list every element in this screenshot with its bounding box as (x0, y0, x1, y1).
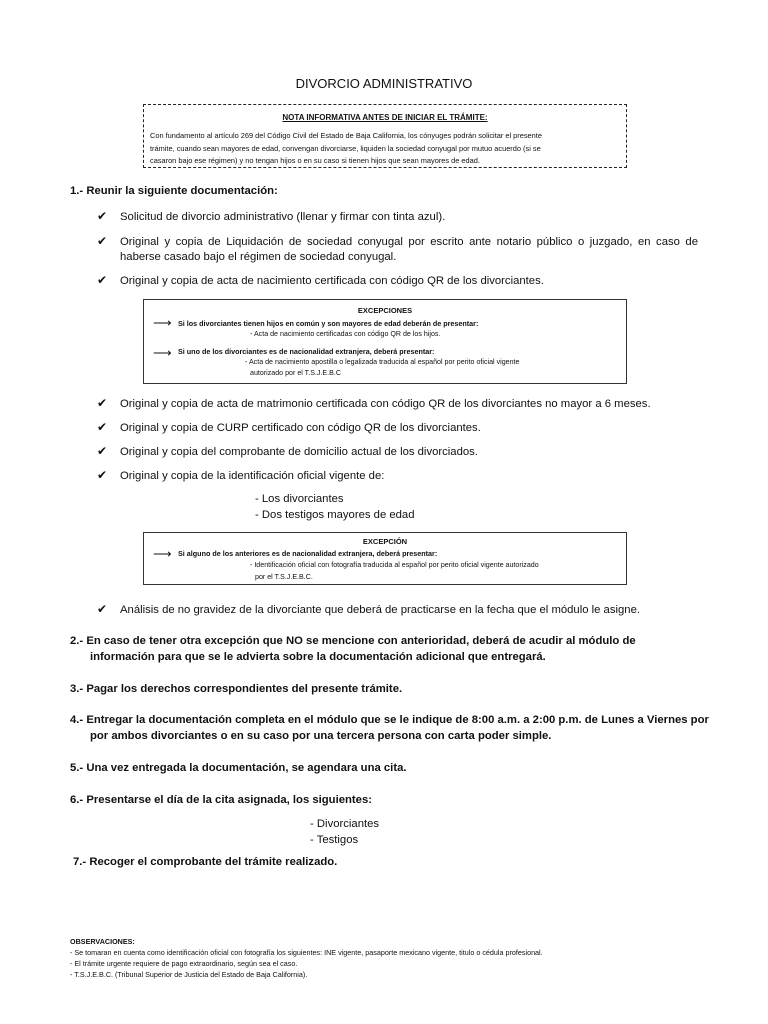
observation-line: - Se tomaran en cuenta como identificación oficial con fotografía los siguientes: INE vigente, pasaporte mexicano vigente, titulo o cédula profesional. (70, 948, 543, 957)
arrow-right-icon: ⟶ (153, 315, 172, 330)
page-title: DIVORCIO ADMINISTRATIVO (295, 76, 473, 91)
doc-item: Solicitud de divorcio administrativo (llenar y firmar con tinta azul). (120, 211, 446, 223)
step7: 7.- Recoger el comprobante del trámite realizado. (73, 856, 338, 868)
arrow-right-icon: ⟶ (153, 345, 172, 360)
step3: 3.- Pagar los derechos correspondientes del presente trámite. (70, 683, 403, 695)
checkmark-icon: ✔ (97, 468, 108, 482)
exception-line: Si uno de los divorciantes es de nacionalidad extranjera, deberá presentar: (178, 347, 435, 356)
note-line: trámite, cuando sean mayores de edad, convengan divorciarse, liquiden la sociedad conyugal por mutuo acuerdo (si se (150, 143, 541, 153)
note-text (150, 130, 620, 168)
doc-item: Análisis de no gravidez de la divorciante que deberá de practicarse en la fecha que el módulo le asigne. (120, 604, 640, 616)
doc-item: Original y copia del comprobante de domicilio actual de los divorciados. (120, 446, 478, 458)
note-heading: NOTA INFORMATIVA ANTES DE INICIAR EL TRÁMITE: (282, 113, 488, 122)
id-subitem: - Dos testigos mayores de edad (255, 509, 415, 521)
checkmark-icon: ✔ (97, 396, 108, 410)
doc-item: Original y copia de Liquidación de sociedad conyugal por escrito ante notario público o juzgado, en caso de haberse casado bajo el régimen de sociedad conyugal. (120, 236, 698, 263)
doc-item: Original y copia de la identificación oficial vigente de: (120, 470, 385, 482)
step2-line: 2.- En caso de tener otra excepción que NO se mencione con anterioridad, deberá de acudir al módulo de (70, 635, 636, 647)
observation-line: - El trámite urgente requiere de pago extraordinario, según sea el caso. (70, 959, 298, 968)
step1-heading: 1.- Reunir la siguiente documentación: (70, 185, 278, 197)
checkmark-icon: ✔ (97, 234, 108, 248)
arrow-right-icon: ⟶ (153, 546, 172, 561)
checkmark-icon: ✔ (97, 273, 108, 287)
doc-item: Original y copia de acta de nacimiento certificada con código QR de los divorciantes. (120, 275, 544, 287)
exception-sub: - Acta de nacimiento apostilla o legalizada traducida al español por perito oficial vigente (245, 358, 520, 366)
step4-line: por ambos divorciantes o en su caso por una tercera persona con carta poder simple. (90, 730, 552, 742)
step6-item: - Divorciantes (310, 818, 380, 830)
exception-sub: por el T.S.J.E.B.C. (255, 573, 313, 581)
step6-item: - Testigos (310, 834, 359, 846)
id-subitem: - Los divorciantes (255, 493, 344, 505)
checkmark-icon: ✔ (97, 444, 108, 458)
exception-sub: - Identificación oficial con fotografía traducida al español por perito oficial vigente autorizado (250, 561, 539, 569)
doc-item: Original y copia de acta de matrimonio certificada con código QR de los divorciantes no mayor a 6 meses. (120, 398, 651, 410)
observations (70, 936, 710, 980)
doc-item: Original y copia de CURP certificado con código QR de los divorciantes. (120, 422, 481, 434)
checkmark-icon: ✔ (97, 602, 108, 616)
note-line: Con fundamento al artículo 269 del Código Civil del Estado de Baja California, los cónyuges podrán solicitar el presente (150, 131, 542, 140)
checkmark-icon: ✔ (97, 420, 108, 434)
note-line: casaron bajo ese régimen) y no tengan hijos o en su caso si tienen hijos que sean mayores de edad. (150, 156, 480, 165)
exception-heading: EXCEPCIÓN (362, 537, 408, 546)
exception-sub: autorizado por el T.S.J.E.B.C (250, 369, 341, 377)
exceptions-heading: EXCEPCIONES (357, 306, 413, 315)
step6-heading: 6.- Presentarse el día de la cita asignada, los siguientes: (70, 794, 372, 806)
observation-line: - T.S.J.E.B.C. (Tribunal Superior de Justicia del Estado de Baja California). (70, 970, 308, 979)
step4-line: 4.- Entregar la documentación completa en el módulo que se le indique de 8:00 a.m. a 2:00 p.m. de Lunes a Viernes por (70, 714, 709, 726)
exception-line: Si los divorciantes tienen hijos en común y son mayores de edad deberán de presentar: (178, 319, 479, 328)
step2-line: información para que se le advierta sobre la documentación adicional que entregará. (90, 651, 546, 663)
step5: 5.- Una vez entregada la documentación, se agendara una cita. (70, 762, 407, 774)
checkmark-icon: ✔ (97, 209, 108, 223)
exception-sub: - Acta de nacimiento certificadas con código QR de los hijos. (250, 330, 441, 338)
observations-heading: OBSERVACIONES: (70, 937, 135, 946)
exception-line: Si alguno de los anteriores es de nacionalidad extranjera, deberá presentar: (178, 549, 438, 558)
